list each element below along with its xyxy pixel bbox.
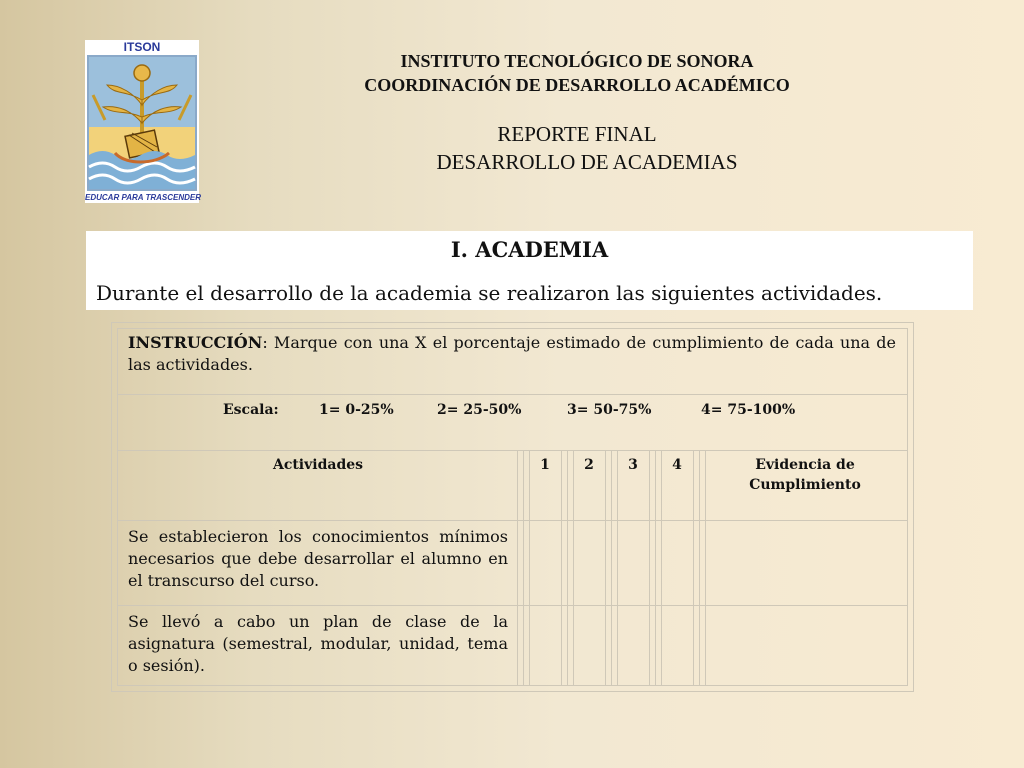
row-2-evidence-cell[interactable] bbox=[706, 606, 907, 685]
activity-row-1: Se establecieron los conocimientos mínimos necesarios que debe desarrollar el alumno en el transcurso del curso. bbox=[128, 527, 508, 590]
scale-label: Escala: bbox=[223, 402, 279, 418]
coordination-name: COORDINACIÓN DE DESARROLLO ACADÉMICO bbox=[364, 75, 790, 95]
row-1-level-4-cell[interactable] bbox=[662, 521, 693, 605]
scale-item-2: 2= 25-50% bbox=[437, 402, 522, 418]
instruction-label: INSTRUCCIÓN bbox=[128, 333, 263, 352]
instruction-text: INSTRUCCIÓN: Marque con una X el porcentaje estimado de cumplimiento de cada una de las actividades. bbox=[128, 333, 896, 374]
activities-table bbox=[111, 322, 914, 692]
level-header-1: 1 bbox=[540, 457, 550, 473]
itson-emblem-icon bbox=[85, 55, 199, 191]
row-2-level-1-cell[interactable] bbox=[530, 606, 561, 685]
row-2-level-4-cell[interactable] bbox=[662, 606, 693, 685]
row-1-evidence-cell[interactable] bbox=[706, 521, 907, 605]
logo-motto: EDUCAR PARA TRASCENDER bbox=[85, 193, 202, 202]
scale-item-4: 4= 75-100% bbox=[701, 402, 796, 418]
scale-item-1: 1= 0-25% bbox=[319, 402, 394, 418]
activity-row-2: Se llevó a cabo un plan de clase de la asignatura (semestral, modular, unidad, tema o sesión). bbox=[128, 612, 508, 675]
row-1-level-1-cell[interactable] bbox=[530, 521, 561, 605]
level-header-4: 4 bbox=[672, 457, 682, 473]
section-heading: I. ACADEMIA bbox=[450, 237, 609, 262]
institute-name: INSTITUTO TECNOLÓGICO DE SONORA bbox=[400, 51, 754, 71]
row-1-level-3-cell[interactable] bbox=[618, 521, 649, 605]
row-2-level-2-cell[interactable] bbox=[574, 606, 605, 685]
report-subtitle: DESARROLLO DE ACADEMIAS bbox=[436, 150, 738, 174]
logo-title: ITSON bbox=[123, 40, 161, 54]
evidence-header: Evidencia de Cumplimiento bbox=[749, 457, 861, 493]
row-2-level-3-cell[interactable] bbox=[618, 606, 649, 685]
report-title: REPORTE FINAL bbox=[497, 122, 657, 146]
level-header-3: 3 bbox=[628, 457, 638, 473]
section-panel bbox=[86, 231, 973, 310]
level-header-2: 2 bbox=[584, 457, 594, 473]
section-intro: Durante el desarrollo de la academia se realizaron las siguientes actividades. bbox=[96, 281, 883, 305]
itson-logo bbox=[85, 40, 202, 203]
row-1-level-2-cell[interactable] bbox=[574, 521, 605, 605]
scale-item-3: 3= 50-75% bbox=[567, 402, 652, 418]
activities-header: Actividades bbox=[272, 457, 364, 473]
